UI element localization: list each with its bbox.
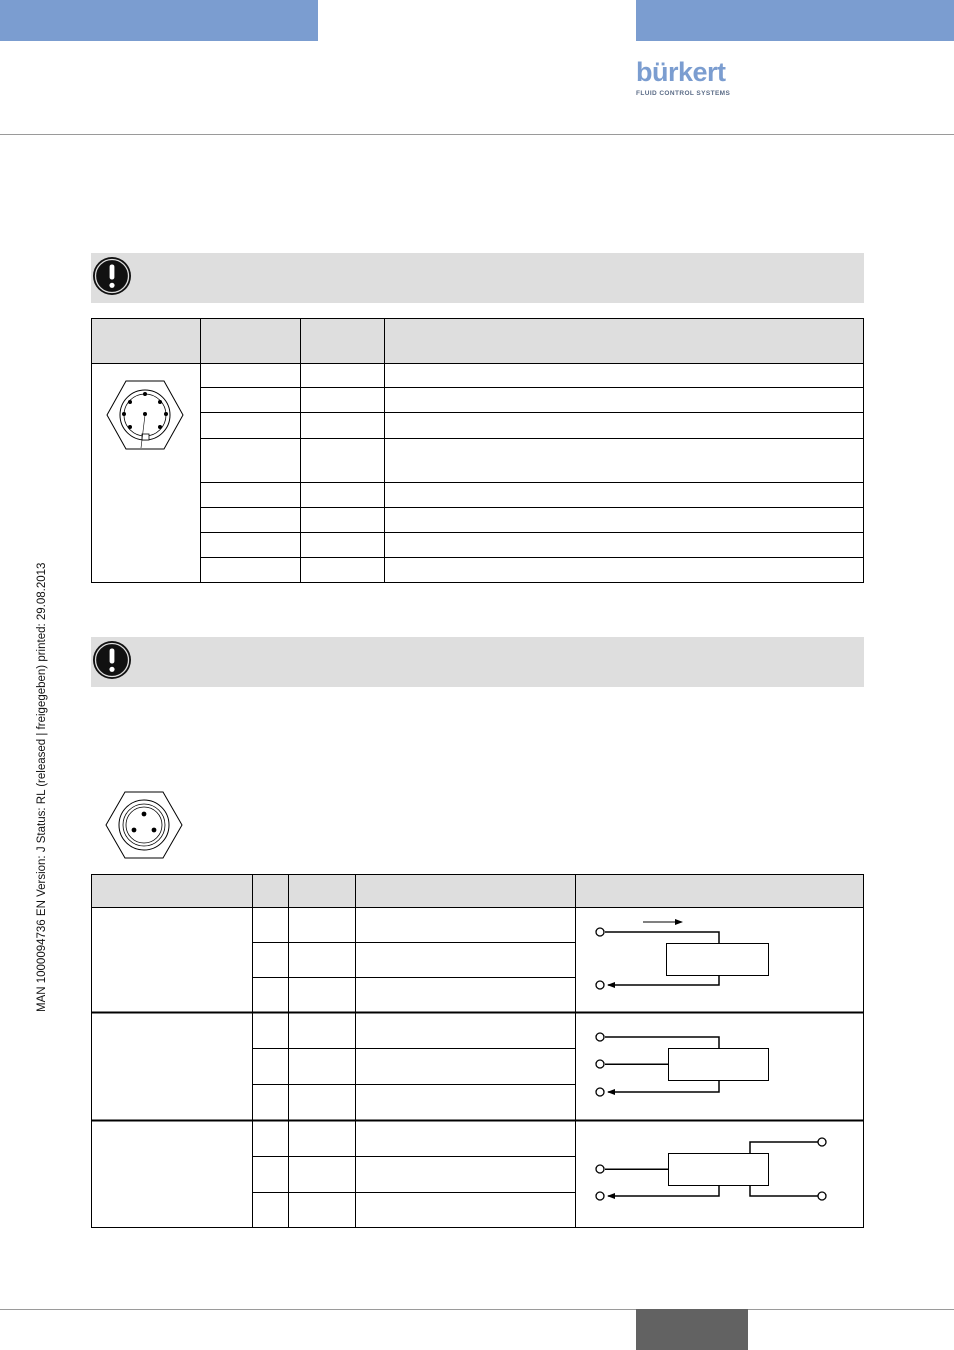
document-info-sidebar: MAN 1000094736 EN Version: J Status: RL (released | freigegeben) printed: 29.08.2013 [36, 562, 48, 1012]
footer-divider [0, 1309, 954, 1310]
page-number-box [636, 1309, 748, 1350]
logo-wordmark: bürkert [636, 57, 726, 87]
logo-tagline: FLUID CONTROL SYSTEMS [636, 90, 731, 97]
wiring-diagram-3 [596, 1138, 826, 1200]
table-header-row [92, 875, 864, 908]
wiring-diagram-1 [596, 922, 769, 989]
wiring-diagram-2 [596, 1033, 769, 1096]
